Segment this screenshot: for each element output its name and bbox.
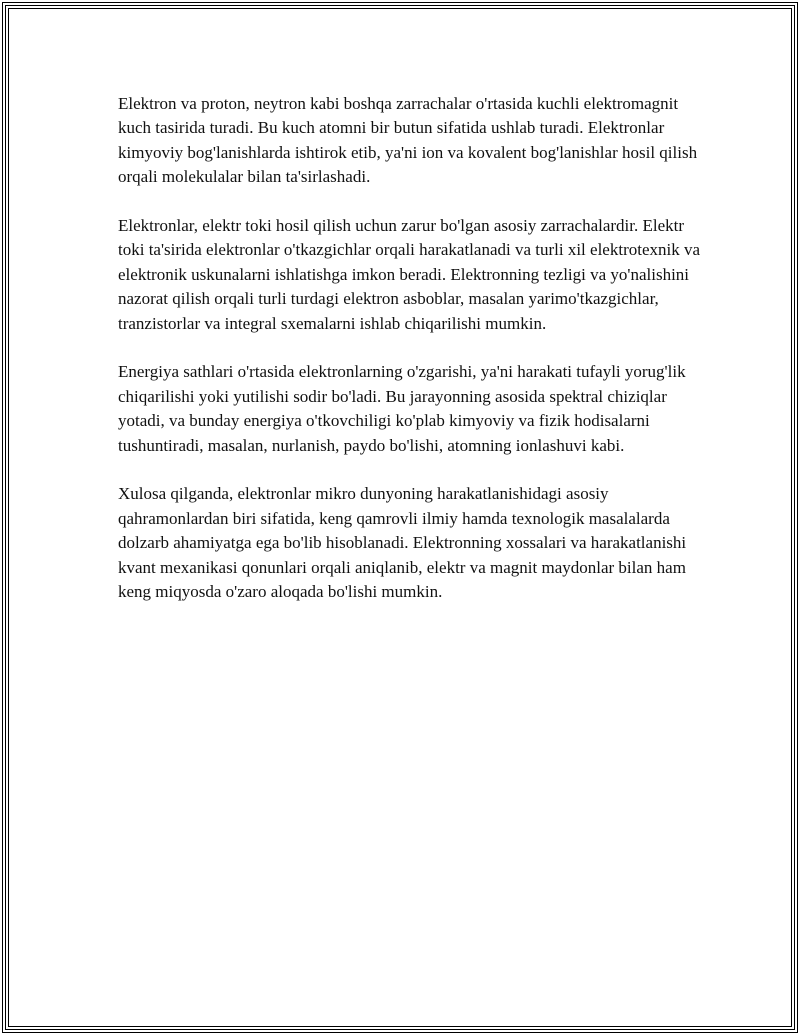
paragraph-4: Xulosa qilganda, elektronlar mikro dunyoning harakatlanishidagi asosiy qahramonlardan biri sifatida, keng qamrovli ilmiy hamda texnologik masalalarda dolzarb ahamiyatga ega bo'lib hisoblanadi. Elektronning xossalari va harakatlanishi kvant mexanikasi qonunlari orqali aniqlanib, elektr va magnit maydonlar bilan ham keng miqyosda o'zaro aloqada bo'lishi mumkin. <box>118 484 687 602</box>
paragraph-2: Elektronlar, elektr toki hosil qilish uchun zarur bo'lgan asosiy zarrachalardir. Elektr toki ta'sirida elektronlar o'tkazgichlar orqali harakatlanadi va turli xil elektrotexnik va elektronik uskunalarni ishlatishga imkon beradi. Elektronning tezligi va yo'nalishini nazorat qilish orqali turli turdagi elektron asboblar, masalan yarimo'tkazgichlar, tranzistorlar va integral sxemalarni ishlab chiqarilishi mumkin. <box>118 216 701 333</box>
paragraph-3: Energiya sathlari o'rtasida elektronlarning o'zgarishi, ya'ni harakati tufayli yorug'lik chiqarilishi yoki yutilishi sodir bo'ladi. Bu jarayonning asosida spektral chiziqlar yotadi, va bunday energiya o'tkovchiligi ko'plab kimyoviy va fizik hodisalarni tushuntiradi, masalan, nurlanish, paydo bo'lishi, atomning ionlashuvi kabi. <box>118 362 686 455</box>
document-body <box>118 92 708 629</box>
paragraph-1: Elektron va proton, neytron kabi boshqa zarrachalar o'rtasida kuchli elektromagnit kuch tasirida turadi. Bu kuch atomni bir butun sifatida ushlab turadi. Elektronlar kimyoviy bog'lanishlarda ishtirok etib, ya'ni ion va kovalent bog'lanishlar hosil qilish orqali molekulalar bilan ta'sirlashadi. <box>118 94 698 187</box>
